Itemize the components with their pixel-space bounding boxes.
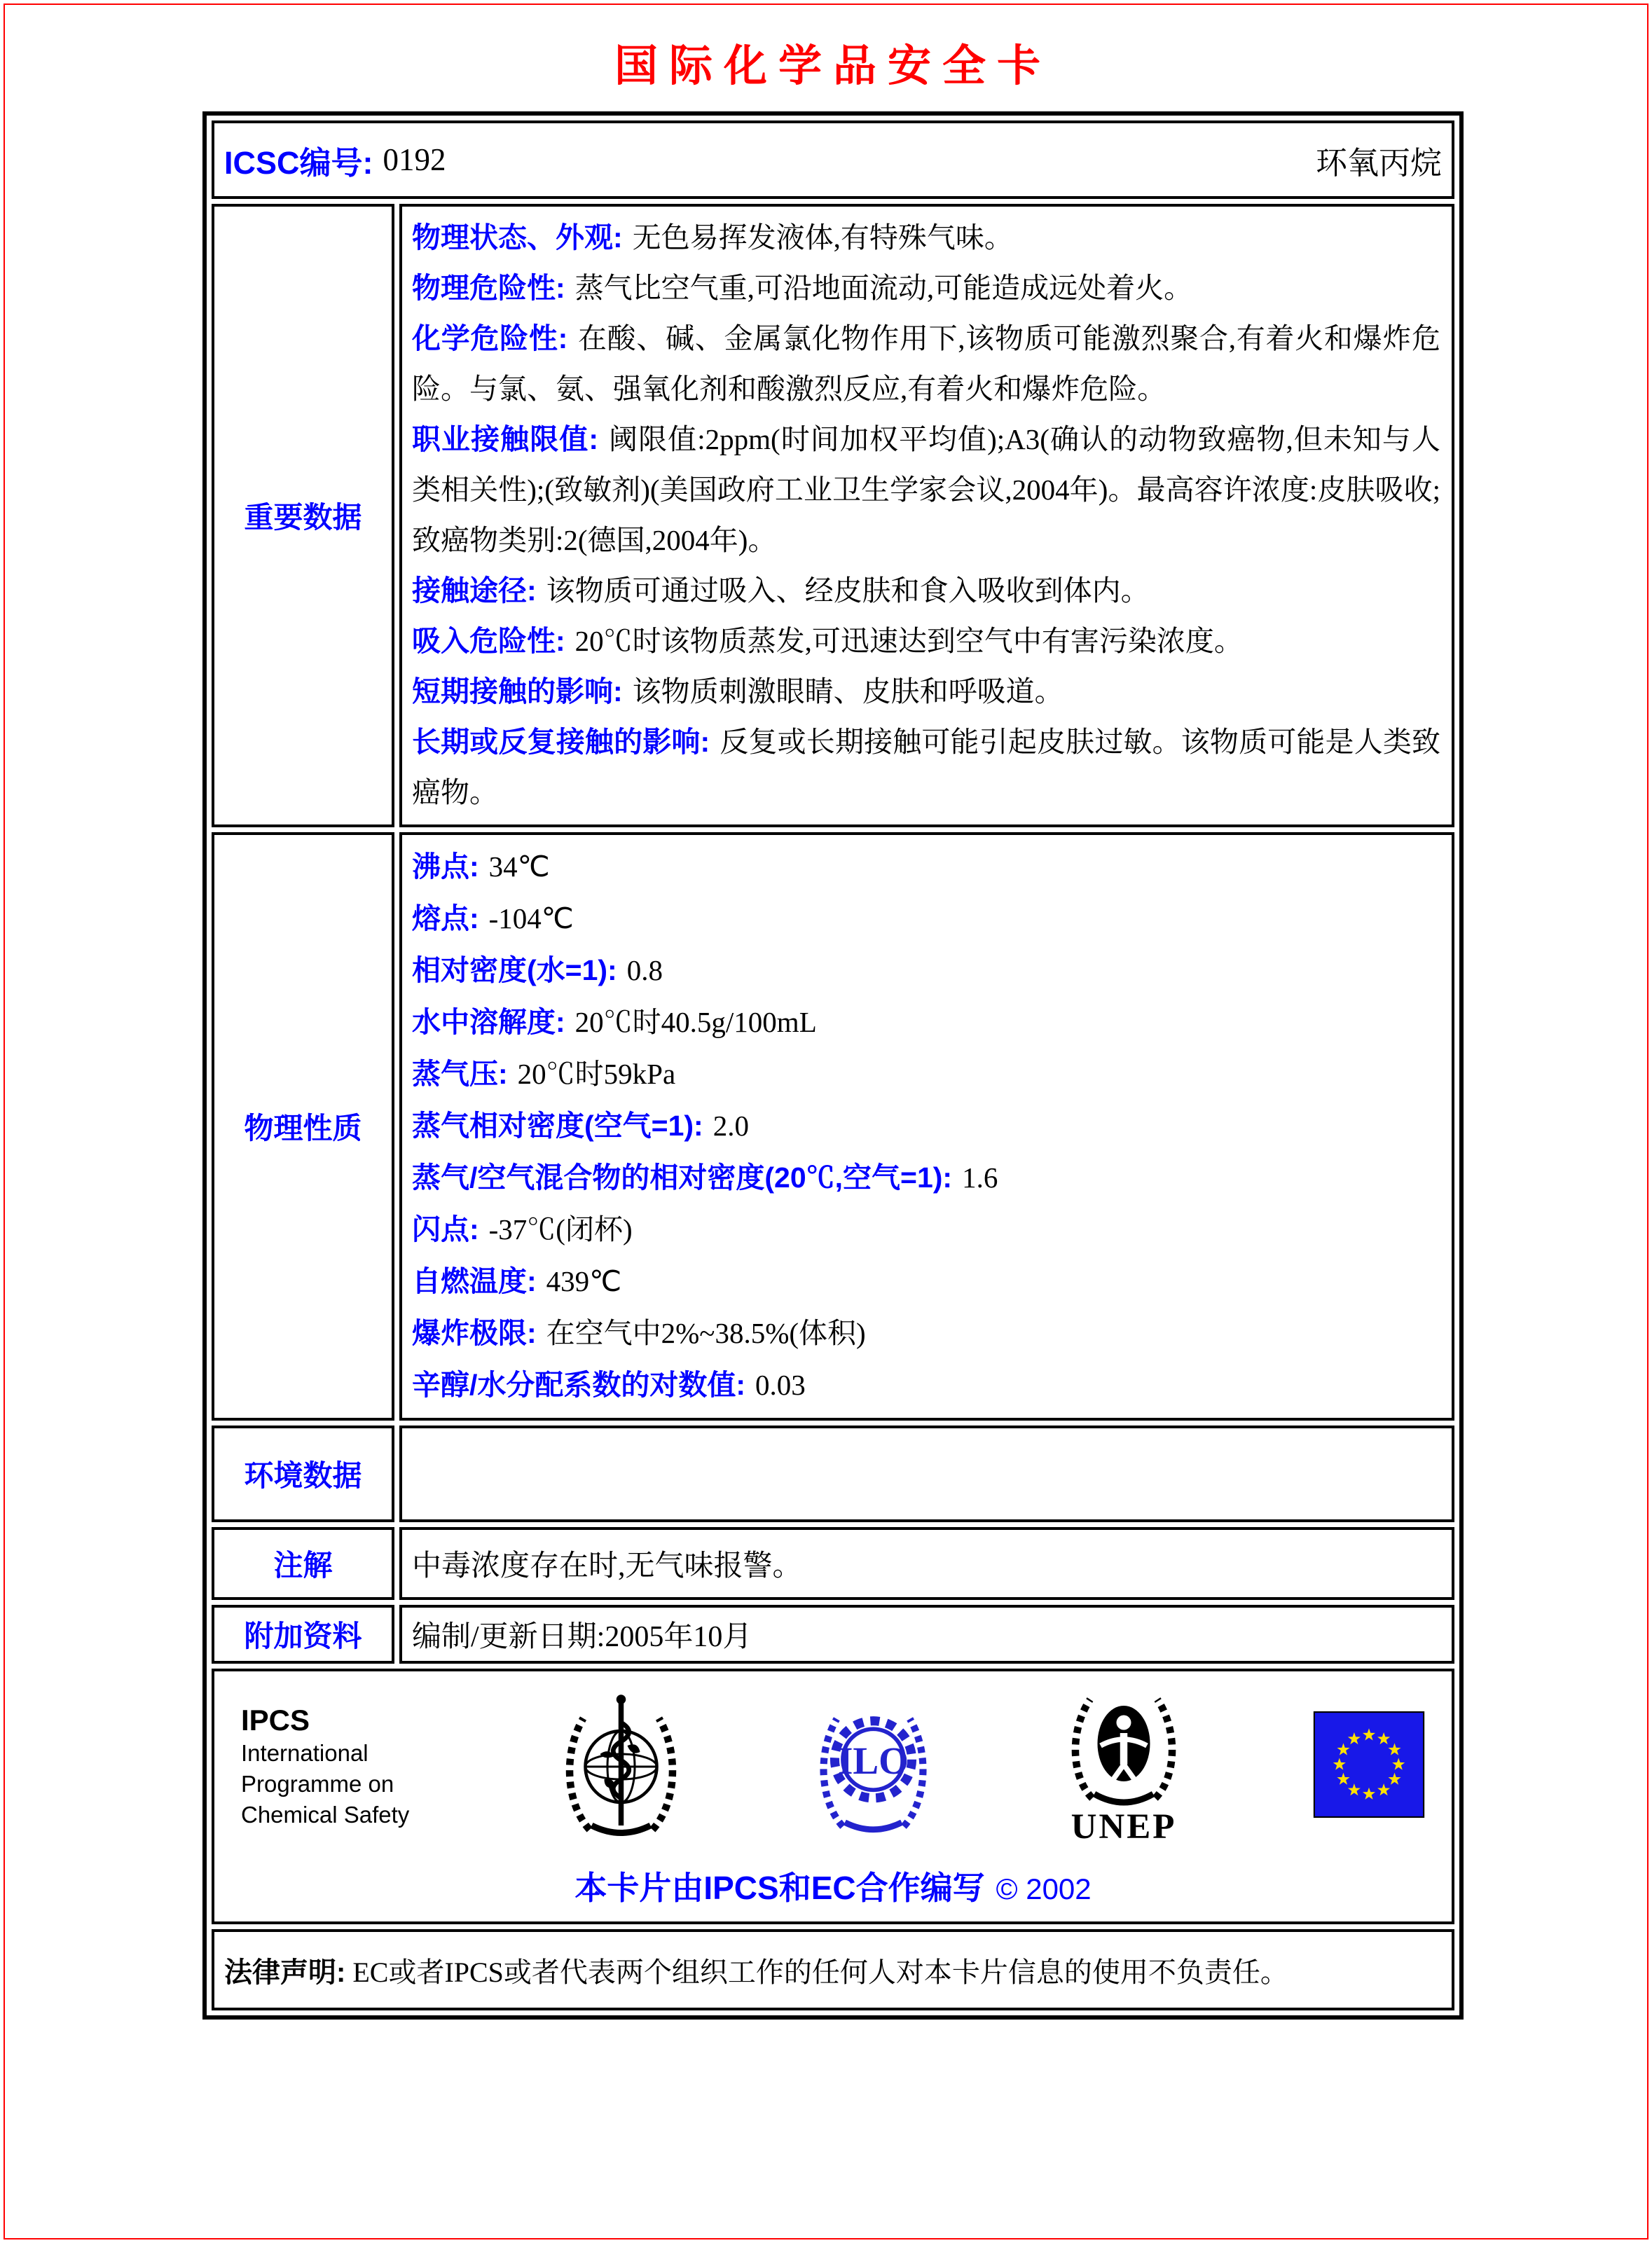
physical-properties-content — [399, 832, 1454, 1421]
logos-row — [212, 1669, 1454, 1924]
logos-strip — [233, 1684, 1433, 1849]
item-label: 爆炸极限: — [412, 1317, 537, 1349]
credit-line — [233, 1863, 1433, 1909]
legal-cell — [212, 1929, 1454, 2010]
environmental-data-content — [399, 1426, 1454, 1522]
important-data-item — [412, 616, 1440, 666]
copyright-text: © 2002 — [996, 1872, 1092, 1905]
item-label: 闪点: — [412, 1213, 479, 1245]
additional-info-row-label: 附加资料 — [212, 1605, 394, 1664]
physical-property-item — [412, 1100, 1440, 1152]
item-label: 蒸气/空气混合物的相对密度(20℃,空气=1): — [412, 1161, 953, 1194]
header-cell — [212, 120, 1454, 199]
icsc-number-value: 0192 — [383, 142, 446, 177]
item-text: 阈限值:2ppm(时间加权平均值);A3(确认的动物致癌物,但未知与人类相关性);(致敏剂)(美国政府工业卫生学家会议,2004年)。最高容许浓度:皮肤吸收;致癌物类别:2(德国,2004年)。 — [412, 423, 1440, 556]
physical-property-item — [412, 1359, 1440, 1411]
unep-logo-icon — [1061, 1684, 1187, 1849]
who-logo-icon — [556, 1691, 686, 1842]
item-label: 接触途径: — [412, 574, 537, 607]
item-label: 蒸气压: — [412, 1058, 508, 1090]
physical-properties-row-label: 物理性质 — [212, 832, 394, 1421]
item-label: 短期接触的影响: — [412, 675, 623, 708]
physical-property-item — [412, 1203, 1440, 1255]
physical-property-item — [412, 996, 1440, 1048]
legal-row — [212, 1929, 1454, 2010]
logos-cell — [212, 1669, 1454, 1924]
item-text: 20℃时40.5g/100mL — [574, 1006, 817, 1038]
item-label: 沸点: — [412, 850, 479, 883]
item-label: 职业接触限值: — [412, 423, 598, 455]
important-data-row — [212, 204, 1454, 827]
header-row — [212, 120, 1454, 199]
ilo-letters: ILO — [838, 1739, 909, 1783]
item-text: 1.6 — [962, 1161, 998, 1194]
physical-property-item — [412, 1255, 1440, 1307]
item-text: -37℃(闭杯) — [488, 1213, 633, 1245]
notes-row — [212, 1527, 1454, 1600]
item-text: 该物质刺激眼睛、皮肤和呼吸道。 — [632, 675, 1064, 708]
icsc-number-label: ICSC编号: — [224, 144, 373, 181]
important-data-item — [412, 666, 1440, 717]
important-data-item — [412, 313, 1440, 414]
important-data-content — [399, 204, 1454, 827]
item-label: 物理状态、外观: — [412, 221, 623, 254]
important-data-item — [412, 263, 1440, 313]
item-label: 长期或反复接触的影响: — [412, 726, 710, 758]
item-label: 相对密度(水=1): — [412, 954, 617, 986]
ipcs-text-block: IPCS International Programme on Chemical Safety — [241, 1703, 430, 1830]
item-text: 34℃ — [488, 850, 550, 883]
environmental-data-row — [212, 1426, 1454, 1522]
item-text: 反复或长期接触可能引起皮肤过敏。该物质可能是人类致癌物。 — [412, 726, 1441, 808]
item-label: 水中溶解度: — [412, 1006, 565, 1038]
item-label: 自燃温度: — [412, 1265, 537, 1297]
legal-label: 法律声明: — [224, 1956, 346, 1988]
ipcs-abbr: IPCS — [241, 1703, 310, 1737]
item-text: 在酸、碱、金属氯化物作用下,该物质可能激烈聚合,有着火和爆炸危险。与氯、氨、强氧化剂和酸激烈反应,有着火和爆炸危险。 — [412, 322, 1441, 405]
legal-text: EC或者IPCS或者代表两个组织工作的任何人对本卡片信息的使用不负责任。 — [352, 1956, 1288, 1988]
important-data-row-label: 重要数据 — [212, 204, 394, 827]
additional-info-row — [212, 1605, 1454, 1664]
item-text: 无色易挥发液体,有特殊气味。 — [632, 221, 1013, 254]
physical-property-item — [412, 1307, 1440, 1359]
credit-text: 本卡片由IPCS和EC合作编写 — [574, 1870, 985, 1906]
item-label: 熔点: — [412, 902, 479, 934]
important-data-item — [412, 414, 1440, 565]
eu-flag-icon — [1313, 1711, 1425, 1821]
item-text: 蒸气比空气重,可沿地面流动,可能造成远处着火。 — [574, 272, 1193, 304]
chemical-name: 环氧丙烷 — [1315, 145, 1442, 181]
notes-content: 中毒浓度存在时,无气味报警。 — [399, 1527, 1454, 1600]
physical-property-item — [412, 892, 1440, 944]
item-label: 化学危险性: — [412, 322, 568, 354]
item-text: 20℃时该物质蒸发,可迅速达到空气中有害污染浓度。 — [574, 625, 1243, 657]
item-text: -104℃ — [488, 902, 574, 934]
icsc-table — [202, 111, 1464, 2020]
physical-properties-row — [212, 832, 1454, 1421]
item-label: 蒸气相对密度(空气=1): — [412, 1110, 703, 1142]
item-text: 0.03 — [755, 1369, 806, 1401]
item-text: 20℃时59kPa — [517, 1058, 676, 1090]
item-text: 439℃ — [546, 1265, 622, 1297]
item-text: 在空气中2%~38.5%(体积) — [546, 1317, 866, 1349]
physical-property-item — [412, 944, 1440, 996]
unep-letters: UNEP — [1071, 1807, 1177, 1845]
notes-row-label: 注解 — [212, 1527, 394, 1600]
physical-property-item — [412, 841, 1440, 892]
page-title: 国际化学品安全卡 — [614, 42, 1052, 90]
item-text: 该物质可通过吸入、经皮肤和食入吸收到体内。 — [546, 574, 1150, 607]
ilo-logo-icon — [812, 1695, 935, 1838]
important-data-item — [412, 565, 1440, 616]
item-label: 辛醇/水分配系数的对数值: — [412, 1369, 746, 1401]
important-data-item — [412, 212, 1440, 263]
item-label: 吸入危险性: — [412, 625, 565, 657]
item-text: 0.8 — [626, 954, 663, 986]
item-text: 2.0 — [713, 1110, 749, 1142]
physical-property-item — [412, 1048, 1440, 1100]
environmental-data-row-label: 环境数据 — [212, 1426, 394, 1522]
additional-info-content: 编制/更新日期:2005年10月 — [399, 1605, 1454, 1664]
important-data-item — [412, 717, 1440, 817]
physical-property-item — [412, 1152, 1440, 1203]
item-label: 物理危险性: — [412, 272, 565, 304]
